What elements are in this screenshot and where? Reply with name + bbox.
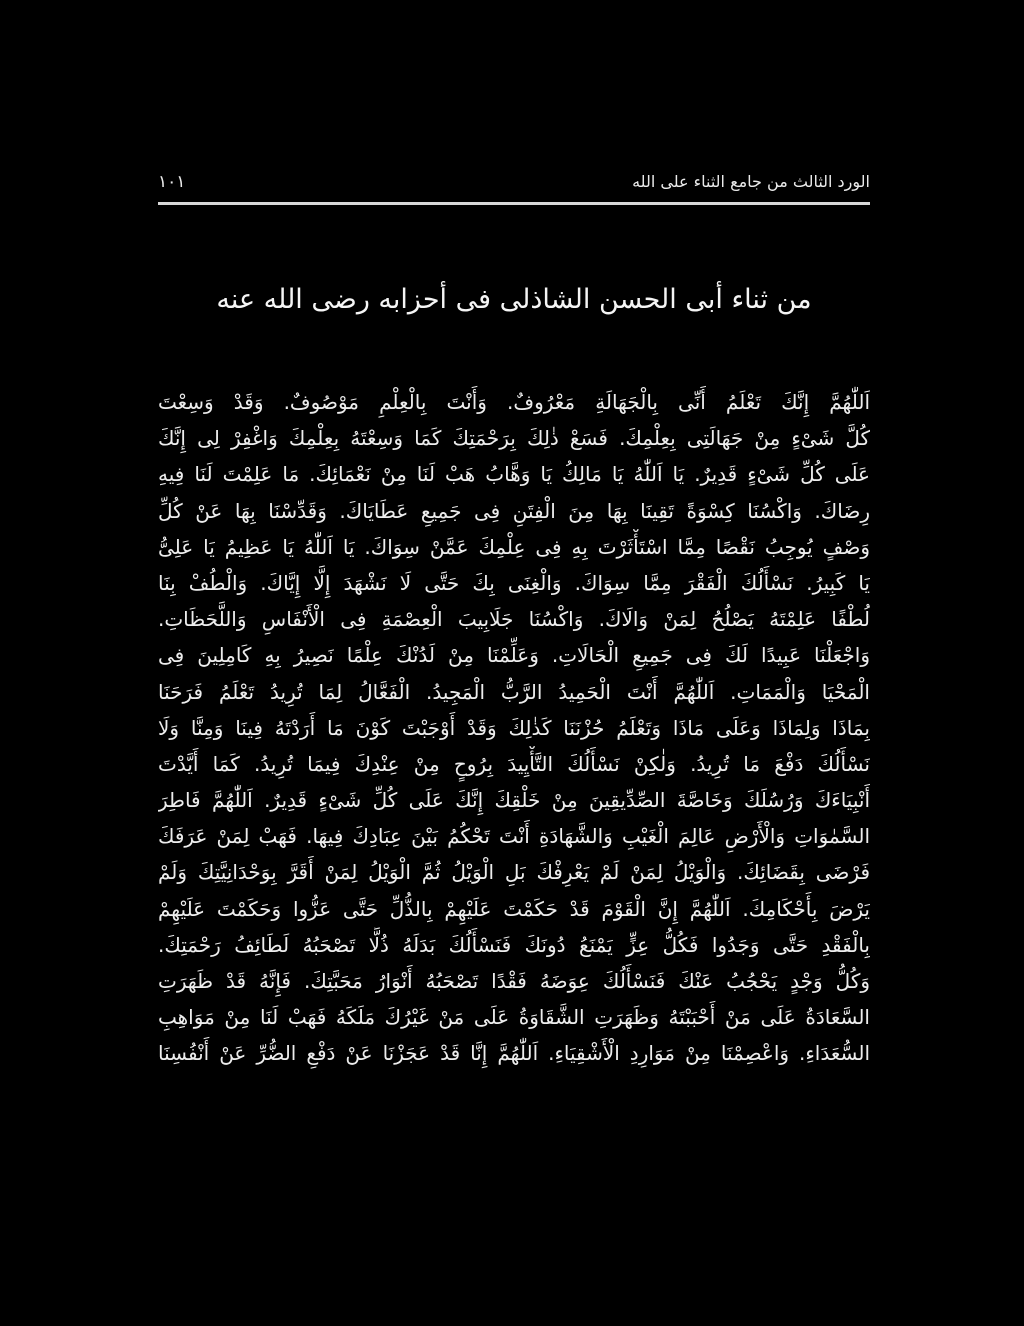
text-line: اَللّٰهُمَّ إِنَّكَ تَعْلَمُ أَنِّى بِالْجَهَالَةِ مَعْرُوفٌ. وَأَنْتَ بِالْعِلْمِ مَوْصُوفٌ. وَقَدْ وَسِعْتَ — [158, 390, 870, 414]
text-line: فَرْضَى بِقَضَائِكَ. وَالْوَيْلُ لِمَنْ لَمْ يَعْرِفْكَ بَلِ الْوَيْلُ ثُمَّ الْوَيْلُ لِمَنْ أَقَرَّ بِوَحْدَانِيَّتِكَ وَلَمْ — [158, 860, 870, 885]
running-header — [158, 168, 870, 202]
header-rule — [158, 202, 870, 205]
text-line: بِمَاذَا وَلِمَاذَا وَعَلَى مَاذَا وَتَعْلَمُ حُزْنَنَا كَذٰلِكَ وَقَدْ أَوْجَبْتَ كَوْنَ مَا أَرَدْتَهُ فِينَا وَمِنَّا وَلَا — [158, 715, 870, 740]
text-line: نَسْأَلُكَ دَفْعَ مَا تُرِيدُ. وَلٰكِنْ نَسْأَلُكَ التَّأْيِيدَ بِرُوحٍ مِنْ عِنْدِكَ فِيمَا تُرِيدُ. كَمَا أَيَّدْتَ — [158, 751, 870, 776]
text-line: السَّمٰوَاتِ وَالْأَرْضِ عَالِمَ الْغَيْبِ وَالشَّهَادَةِ أَنْتَ تَحْكُمُ بَيْنَ عِبَادِكَ فِيهَا. فَهَبْ لِمَنْ عَرَفَكَ — [158, 824, 870, 849]
text-line: السَّعَادَةُ عَلَى مَنْ أَحْبَبْتَهُ وَظَهَرَتِ الشَّقَاوَةُ عَلَى مَنْ غَيْرُكَ مَلَكَهُ فَهَبْ لَنَا مِنْ مَوَاهِبِ — [158, 1005, 870, 1030]
text-line: رِضَاكَ. وَاكْسُنَا كِسْوَةً تَقِينَا بِهَا مِنَ الْفِتَنِ فِى جَمِيعِ عَطَايَاكَ. وَقَدِّسْنَا بِهَا عَنْ كُلِّ — [158, 498, 870, 523]
text-line: كُلَّ شَىْءٍ مِنْ جَهَالَتِى بِعِلْمِكَ. فَسَعْ ذٰلِكَ بِرَحْمَتِكَ كَمَا وَسِعْتَهُ بِعِلْمِكَ وَاغْفِرْ لِى إِنَّكَ — [158, 426, 870, 451]
body-text — [158, 384, 870, 1072]
text-line: وَصْفٍ يُوجِبُ نَقْصًا مِمَّا اسْتَأْثَرْتَ بِهِ فِى عِلْمِكَ عَمَّنْ سِوَاكَ. يَا اَللّٰهُ يَا عَظِيمُ يَا عَلِىُّ — [158, 534, 870, 559]
text-line: السُّعَدَاءِ. وَاعْصِمْنَا مِنْ مَوَارِدِ الْأَشْقِيَاءِ. اَللّٰهُمَّ إِنَّا قَدْ عَجَزْنَا عَنْ دَفْعِ الضُّرِّ عَنْ أَنْفُسِنَا — [158, 1041, 870, 1066]
text-line: وَاجْعَلْنَا عَبِيدًا لَكَ فِى جَمِيعِ الْحَالَاتِ. وَعَلِّمْنَا مِنْ لَدُنْكَ عِلْمًا نَصِيرُ بِهِ كَامِلِينَ فِى — [158, 643, 870, 668]
text-line: لُطْفًا عَلِمْتَهُ يَصْلُحُ لِمَنْ وَالَاكَ. وَاكْسُنَا جَلَابِيبَ الْعِصْمَةِ فِى الْأَنْفَاسِ وَاللَّحَظَاتِ. — [158, 607, 870, 632]
running-title: الورد الثالث من جامع الثناء على الله — [632, 172, 870, 191]
text-line: أَنْبِيَاءَكَ وَرُسُلَكَ وَخَاصَّةَ الصِّدِّيقِينَ مِنْ خَلْقِكَ إِنَّكَ عَلَى كُلِّ شَىْءٍ قَدِيرٌ. اَللّٰهُمَّ فَاطِرَ — [158, 788, 870, 813]
text-line: بِالْفَقْدِ حَتَّى وَجَدُوا فَكُلُّ عِزٍّ يَمْنَعُ دُونَكَ فَنَسْأَلُكَ بَدَلَهُ ذُلًّا تَصْحَبُهُ لَطَائِفُ رَحْمَتِكَ. — [158, 932, 870, 957]
page-number: ١٠١ — [158, 172, 186, 192]
text-line: يَا كَبِيرُ. نَسْأَلُكَ الْفَقْرَ مِمَّا سِوَاكَ. وَالْغِنَى بِكَ حَتَّى لَا نَشْهَدَ إِلَّا إِيَّاكَ. وَالْطُفْ بِنَا — [158, 570, 870, 595]
text-line: يَرْضَ بِأَحْكَامِكَ. اَللّٰهُمَّ إِنَّ الْقَوْمَ قَدْ حَكَمْتَ عَلَيْهِمْ بِالذُّلِّ حَتَّى عَزُّوا وَحَكَمْتَ عَلَيْهِمْ — [158, 896, 870, 921]
section-title: من ثناء أبى الحسن الشاذلى فى أحزابه رضى الله عنه — [216, 284, 812, 315]
text-line: وَكُلُّ وَجْدٍ يَحْجُبُ عَنْكَ فَنَسْأَلُكَ عِوَضَهُ فَقْدًا تَصْحَبُهُ أَنْوَارُ مَحَبَّتِكَ. فَإِنَّهُ قَدْ ظَهَرَتِ — [158, 969, 870, 993]
text-line: عَلَى كُلِّ شَىْءٍ قَدِيرٌ. يَا اَللّٰهُ يَا مَالِكُ يَا وَهَّابُ هَبْ لَنَا مِنْ نَعْمَائِكَ. مَا عَلِمْتَ لَنَا فِيهِ — [158, 462, 870, 487]
text-line: الْمَحْيَا وَالْمَمَاتِ. اَللّٰهُمَّ أَنْتَ الْحَمِيدُ الرَّبُّ الْمَجِيدُ. الْفَعَّالُ لِمَا تُرِيدُ تَعْلَمُ فَرَحَنَا — [158, 679, 870, 704]
